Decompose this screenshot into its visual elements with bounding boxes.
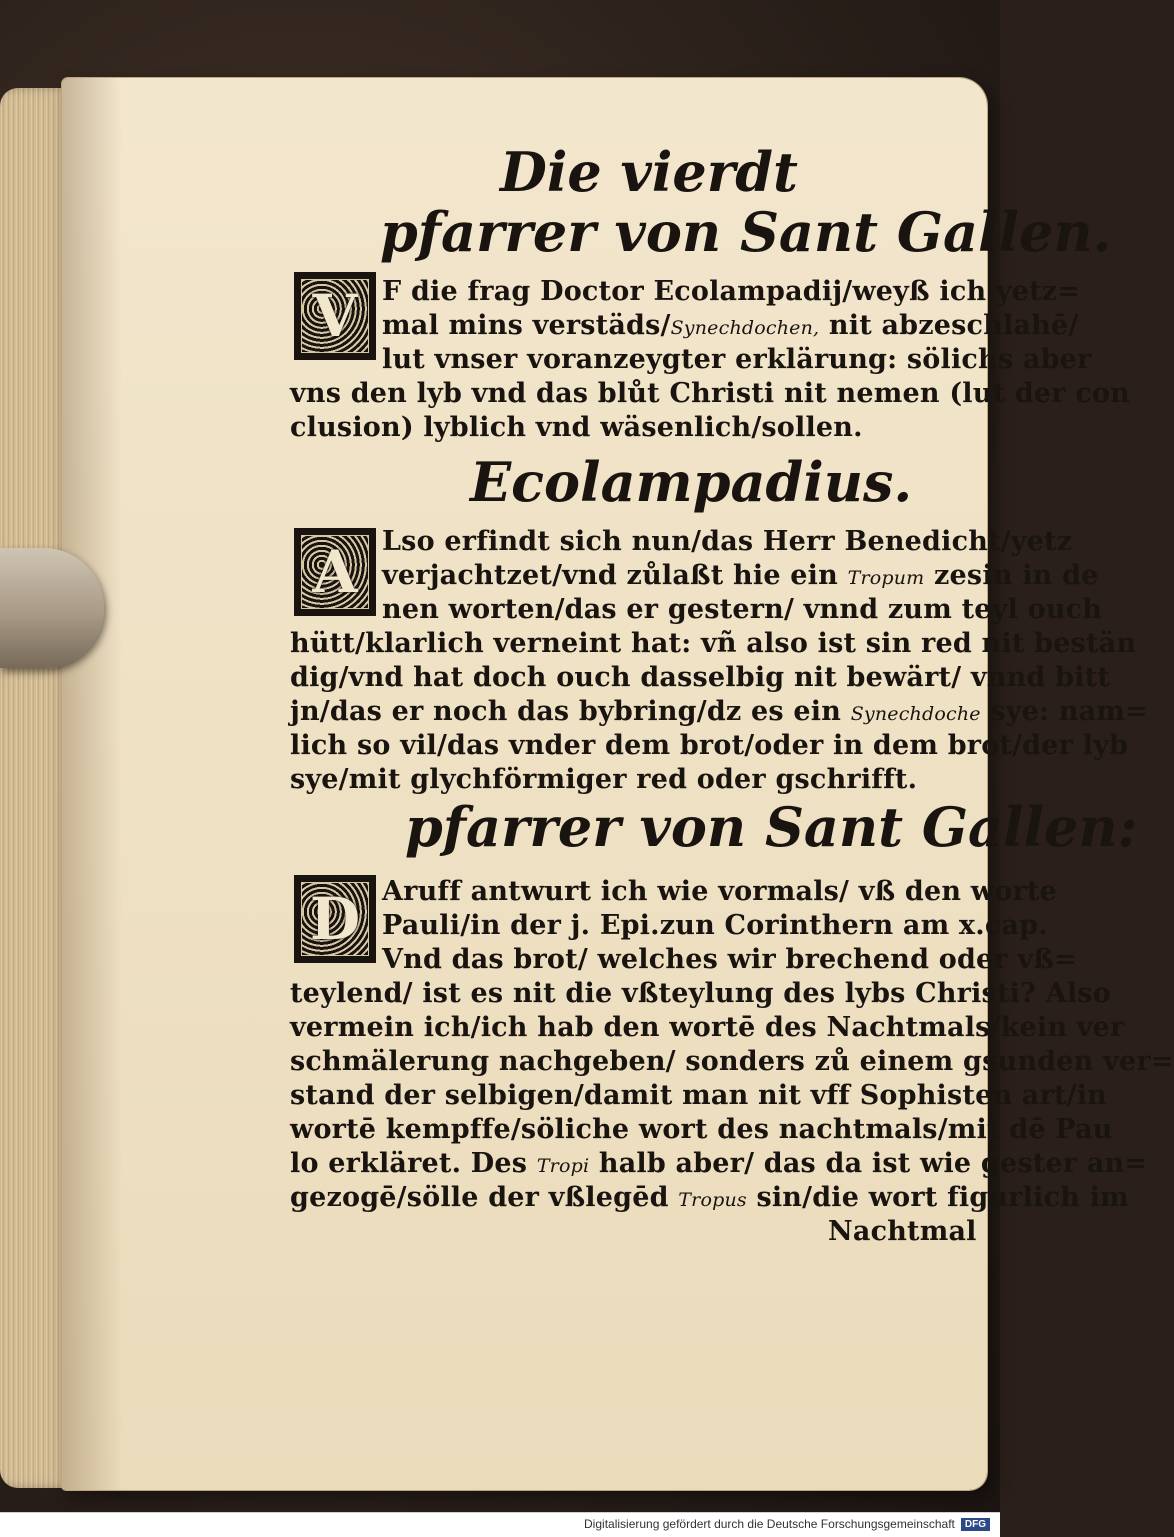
text-line: F die frag Doctor Ecolampadij/weyß ich yetz= — [382, 276, 1081, 307]
heading-pfarrer-1: pfarrer von Sant Gallen. — [380, 200, 1112, 264]
dfg-logo: DFG — [961, 1518, 990, 1531]
text-line: Vnd das brot/ welches wir brechend oder vß= — [382, 944, 1077, 975]
text-line: verjachtzet/vnd zůlaßt hie ein Tropum zesin in de — [382, 560, 1099, 591]
text-line: stand der selbigen/damit man nit vff Sophisten art/in — [290, 1080, 1108, 1111]
text-line: sye/mit glychförmiger red oder gschrifft. — [290, 764, 918, 795]
footer-credit-text: Digitalisierung gefördert durch die Deutsche Forschungsgemeinschaft — [584, 1517, 955, 1531]
text-line: Lso erfindt sich nun/das Herr Benedicht/yetz — [382, 526, 1073, 557]
decorated-initial-d: D — [294, 875, 376, 963]
text-line: Pauli/in der j. Epi.zun Corinthern am x.cap. — [382, 910, 1048, 941]
text-line: hütt/klarlich verneint hat: vñ also ist sin red nit bestän — [290, 628, 1137, 659]
footer-bar — [0, 1512, 1000, 1537]
decorated-initial-a: A — [294, 528, 376, 616]
heading-pfarrer-2: pfarrer von Sant Gallen: — [405, 795, 1138, 859]
text-line: vermein ich/ich hab den wortē des Nachtmals/kein ver — [290, 1012, 1125, 1043]
text-line: mal mins verstäds/Synechdochen, nit abzeschlahē/ — [382, 310, 1079, 341]
text-line: clusion) lyblich vnd wäsenlich/sollen. — [290, 412, 863, 443]
heading-ecolampadius: Ecolampadius. — [470, 450, 913, 514]
text-line: wortē kempffe/söliche wort des nachtmals/mit dē Pau — [290, 1114, 1113, 1145]
text-line: vns den lyb vnd das blůt Christi nit nemen (lut der con — [290, 378, 1131, 409]
text-line: gezogē/sölle der vßlegēd Tropus sin/die wort figurlich im — [290, 1182, 1129, 1213]
decorated-initial-v: V — [294, 272, 376, 360]
heading-die-vierdt: Die vierdt — [500, 140, 798, 204]
text-line: Aruff antwurt ich wie vormals/ vß den worte — [382, 876, 1057, 907]
text-line: jn/das er noch das bybring/dz es ein Synechdoche sye: nam= — [290, 696, 1148, 727]
text-line: dig/vnd hat doch ouch dasselbig nit bewärt/ vnnd bitt — [290, 662, 1110, 693]
text-line: lut vnser voranzeygter erklärung: sölichs aber — [382, 344, 1092, 375]
text-line: nen worten/das er gestern/ vnnd zum teyl ouch — [382, 594, 1103, 625]
text-line: lo erkläret. Des Tropi halb aber/ das da ist wie gester an= — [290, 1148, 1148, 1179]
catchword: Nachtmal — [828, 1216, 977, 1247]
text-line: teylend/ ist es nit die vßteylung des lybs Christi? Also — [290, 978, 1111, 1009]
text-line: schmälerung nachgeben/ sonders zů einem gsunden ver= — [290, 1046, 1174, 1077]
footer-credit — [584, 1517, 990, 1531]
text-line: lich so vil/das vnder dem brot/oder in dem brot/der lyb — [290, 730, 1129, 761]
